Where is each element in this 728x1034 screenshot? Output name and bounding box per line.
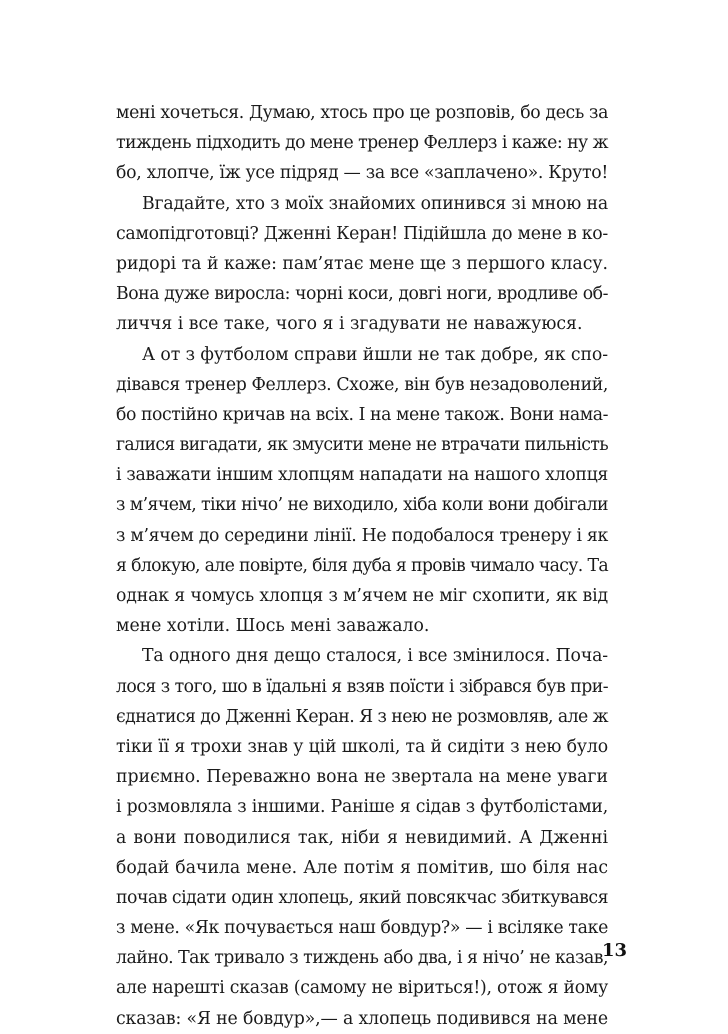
text-line: почав сідати один хлопець, який повсякчас збиткувався bbox=[116, 887, 608, 908]
text-line: дівався тренер Феллерз. Схоже, він був незадоволений, bbox=[116, 374, 608, 395]
text-line: і заважати іншим хлопцям нападати на нашого хлопця bbox=[116, 465, 608, 486]
text-line: однак я чомусь хлопця з м’ячем не міг схопити, як від bbox=[116, 586, 608, 606]
text-line: тіки її я трохи знав у цій школі, та й сидіти з нею було bbox=[116, 736, 608, 757]
text-line: бо, хлопче, їж усе підряд — за все «заплачено». Круто! bbox=[116, 163, 608, 184]
text-line: а вони поводилися так, ніби я невидимий. А Дженні bbox=[116, 827, 608, 848]
text-line: А от з футболом справи йшли не так добре, як спо- bbox=[142, 344, 608, 365]
text-line: єднатися до Дженні Керан. Я з нею не розмовляв, але ж bbox=[116, 706, 608, 727]
text-line: лося з того, шо в їдальні я взяв поїсти і зібрався був при- bbox=[116, 676, 608, 697]
text-line: галися вигадати, як змусити мене не втрачати пильність bbox=[116, 435, 608, 456]
text-line: самопідготовці? Дженні Керан! Підійшла до мене в ко- bbox=[116, 223, 608, 244]
text-line: я блокую, але повірте, біля дуба я провів чимало часу. Та bbox=[116, 555, 608, 576]
text-line: тиждень підходить до мене тренер Феллерз і каже: ну ж bbox=[116, 133, 608, 154]
text-line: Вона дуже виросла: чорні коси, довгі ноги, вродливе об- bbox=[116, 284, 608, 305]
text-line: і розмовляла з іншими. Раніше я сідав з футболістами, bbox=[116, 797, 608, 818]
text-line: з мене. «Як почувається наш бовдур?» — і всіляке таке bbox=[116, 918, 608, 939]
text-line: Вгадайте, хто з моїх знайомих опинився зі мною на bbox=[142, 193, 608, 214]
text-line: з м’ячем до середини лінії. Не подобалося тренеру і як bbox=[116, 525, 608, 546]
text-line: приємно. Переважно вона не звертала на мене уваги bbox=[116, 767, 608, 788]
text-line: сказав: «Я не бовдур»,— а хлопець подивився на мене bbox=[116, 1008, 608, 1029]
text-line: мене хотіли. Шось мені заважало. bbox=[116, 616, 430, 637]
page-number: 13 bbox=[601, 940, 627, 961]
text-line: мені хочеться. Думаю, хтось про це розповів, бо десь за bbox=[116, 103, 608, 123]
body-text bbox=[116, 98, 608, 1034]
text-line: бо постійно кричав на всіх. І на мене також. Вони нама- bbox=[116, 404, 608, 425]
text-line: ридорі та й каже: пам’ятає мене ще з першого класу. bbox=[116, 253, 608, 274]
text-line: личчя і все таке, чого я і згадувати не наважуюся. bbox=[116, 314, 583, 335]
text-line: з м’ячем, тіки нічо’ не виходило, хіба коли вони добігали bbox=[116, 495, 608, 516]
text-line: Та одного дня дещо сталося, і все змінилося. Поча- bbox=[142, 646, 608, 667]
text-line: бодай бачила мене. Але потім я помітив, шо біля нас bbox=[116, 857, 608, 878]
text-line: лайно. Так тривало з тиждень або два, і я нічо’ не казав, bbox=[116, 948, 608, 969]
text-line: але нарешті сказав (самому не віриться!), отож я йому bbox=[116, 978, 608, 999]
